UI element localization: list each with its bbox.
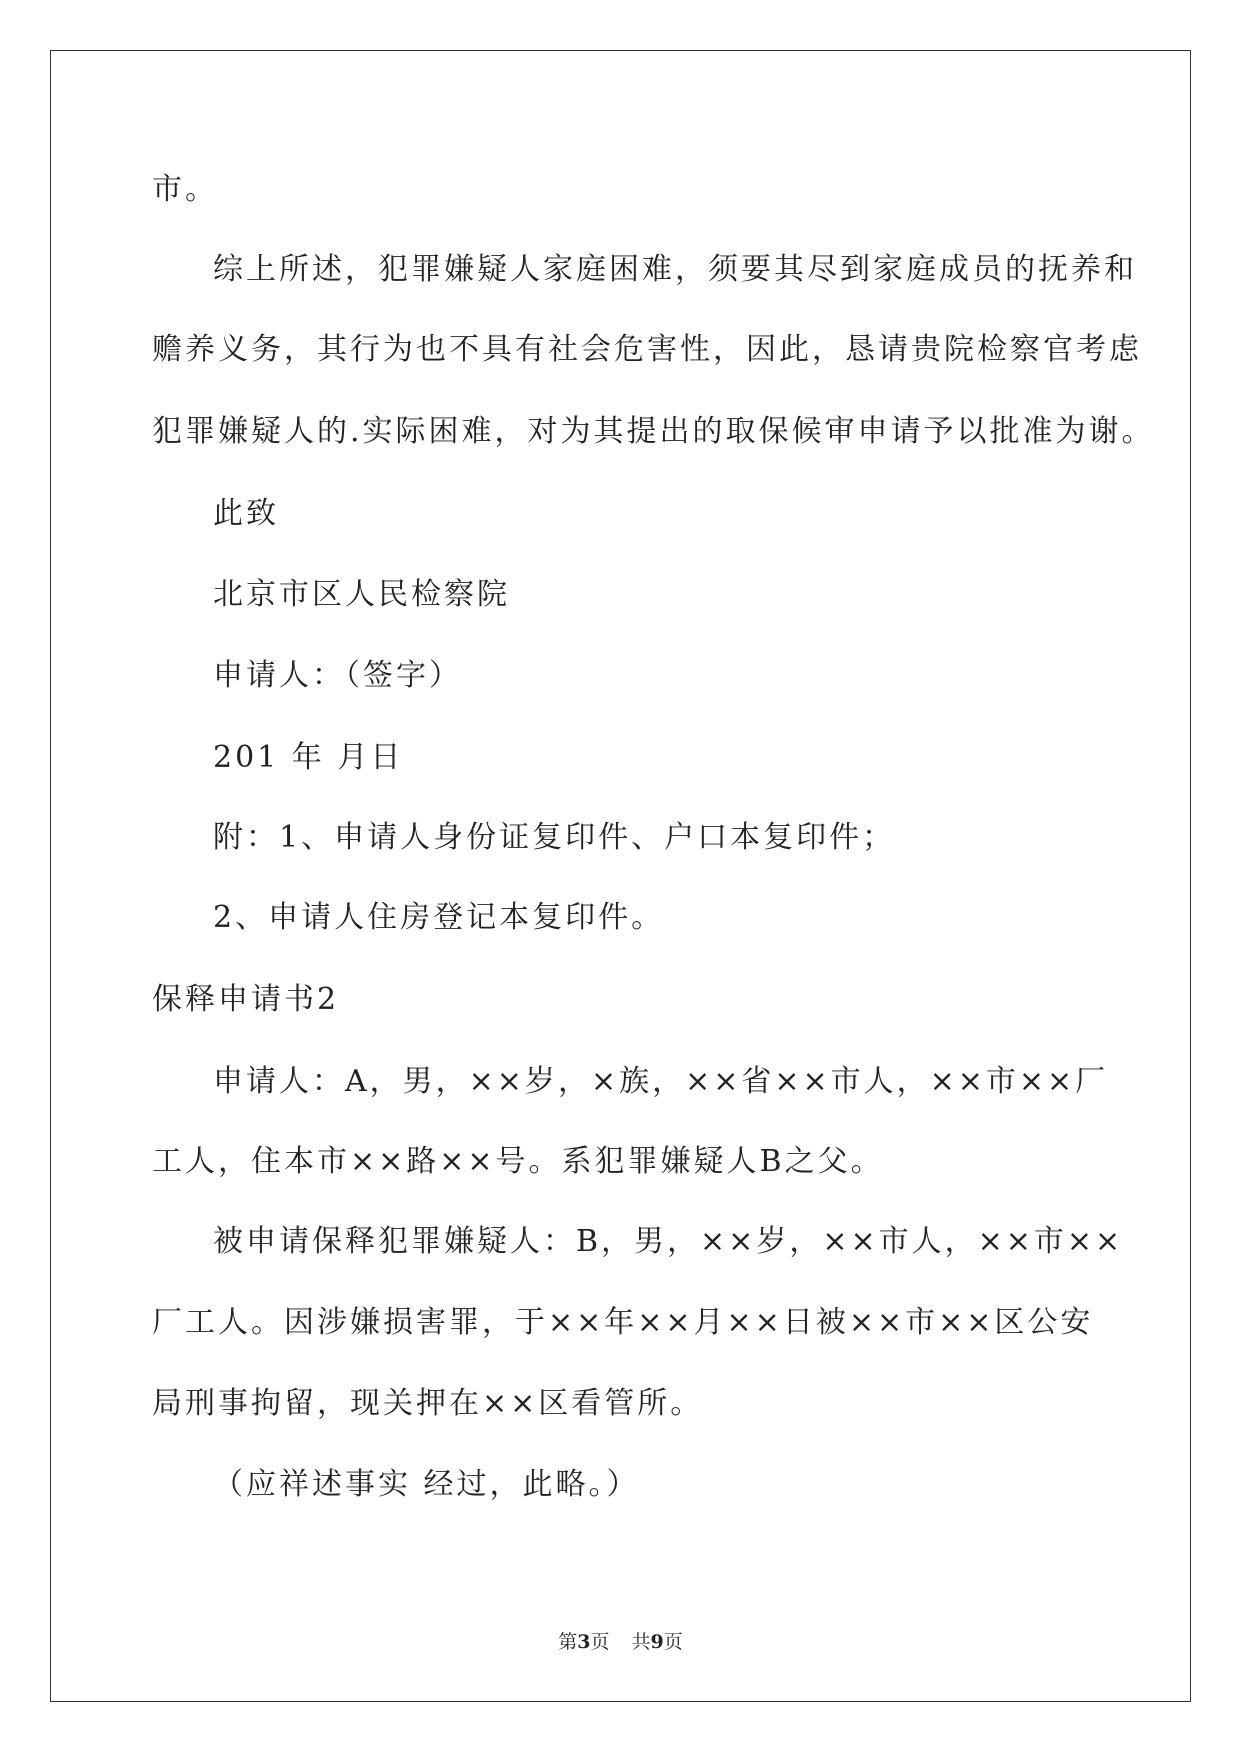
paragraph-line: 市。 [152,172,218,207]
paragraph-line: 申请人：A，男，××岁，×族，××省××市人，××市××厂 [213,1064,1109,1099]
paragraph-line: 犯罪嫌疑人的.实际困难，对为其提出的取保候审申请予以批准为谢。 [152,414,1155,449]
attachment-line: 2、申请人住房登记本复印件。 [213,900,665,935]
total-pages-number: 9 [650,1631,664,1653]
paragraph-line: 综上所述，犯罪嫌疑人家庭困难，须要其尽到家庭成员的抚养和 [213,252,1137,287]
attachment-line: 附：1、申请人身份证复印件、户口本复印件； [213,820,896,855]
date-line: 201 年 月日 [213,740,404,775]
paragraph-line: 工人，住本市××路××号。系犯罪嫌疑人B之父。 [152,1144,884,1179]
paragraph-line: 局刑事拘留，现关押在××区看管所。 [152,1386,704,1421]
paragraph-line: 厂工人。因涉嫌损害罪，于××年××月××日被××市××区公安 [152,1305,1094,1340]
paragraph-line: （应祥述事实 经过，此略。） [213,1467,640,1502]
current-page-number: 3 [577,1631,591,1653]
footer-total-prefix: 共 [631,1631,651,1653]
section-title: 保释申请书2 [152,982,340,1017]
paragraph-line: 赡养义务，其行为也不具有社会危害性，因此，恳请贵院检察官考虑 [152,332,1142,367]
paragraph-line: 被申请保释犯罪嫌疑人：B，男，××岁，××市人，××市×× [213,1224,1124,1259]
closing-salutation: 此致 [213,496,279,531]
footer-total-label: 页 [663,1631,683,1653]
footer-page-label: 页 [590,1631,610,1653]
footer-prefix: 第 [558,1631,578,1653]
page-footer [0,1630,1241,1654]
recipient: 北京市区人民检察院 [213,577,510,612]
applicant-signature: 申请人：（签字） [213,658,462,693]
page-border [50,50,1191,1702]
